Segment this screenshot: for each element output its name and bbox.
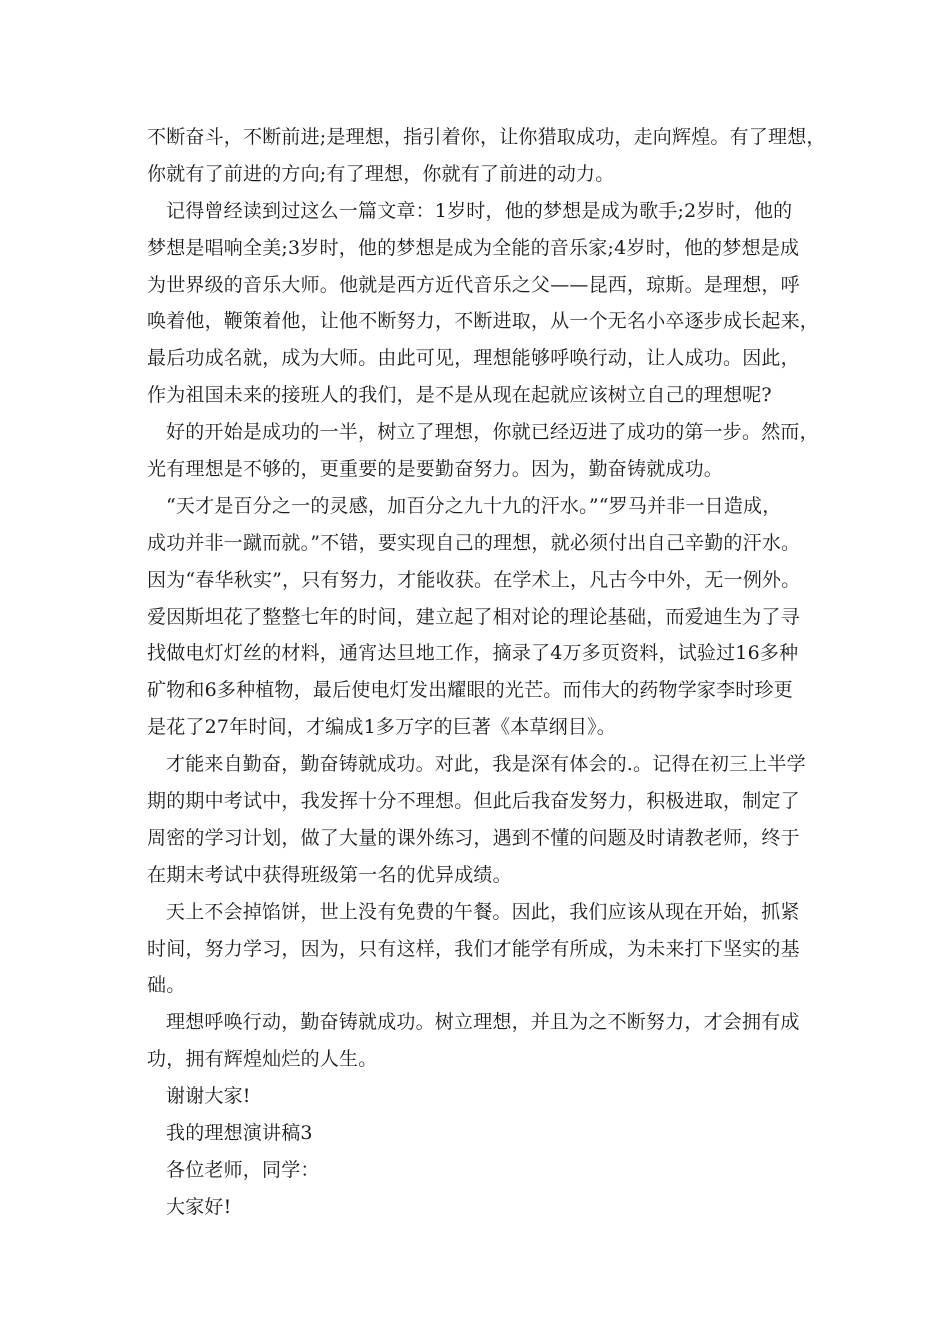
text-line: 记得曾经读到过这么一篇文章：1岁时，他的梦想是成为歌手;2岁时，他的 [166, 199, 793, 222]
text-line: 才能来自勤奋，勤奋铸就成功。对此，我是深有体会的.。记得在初三上半学 [166, 753, 806, 776]
text-line: 找做电灯灯丝的材料，通宵达旦地工作，摘录了4万多页资料，试验过16多种 [147, 642, 799, 665]
text-line: 在期末考试中获得班级第一名的优异成绩。 [147, 863, 512, 886]
text-line: 为世界级的音乐大师。他就是西方近代音乐之父——昆西，琼斯。是理想，呼 [147, 273, 800, 296]
text-line: 光有理想是不够的，更重要的是要勤奋努力。因为，勤奋铸就成功。 [147, 458, 724, 481]
text-line: 期的期中考试中，我发挥十分不理想。但此后我奋发努力，积极进取，制定了 [147, 790, 800, 813]
text-line: 理想呼唤行动，勤奋铸就成功。树立理想，并且为之不断努力，才会拥有成 [166, 1011, 800, 1034]
text-line: 梦想是唱响全美;3岁时，他的梦想是成为全能的音乐家;4岁时，他的梦想是成 [147, 236, 800, 259]
text-line: 最后功成名就，成为大师。由此可见，理想能够呼唤行动，让人成功。因此， [147, 347, 800, 370]
text-line: 天上不会掉馅饼，世上没有免费的午餐。因此，我们应该从现在开始，抓紧 [166, 900, 800, 923]
text-line: 成功并非一蹴而就。”不错，要实现自己的理想，就必须付出自己辛勤的汗水。 [147, 531, 801, 554]
text-line: “天才是百分之一的灵感，加百分之九十九的汗水。”“罗马并非一日造成， [166, 494, 782, 517]
text-line: 是花了27年时间，才编成1多万字的巨著《本草纲目》。 [147, 716, 616, 739]
text-line: 爱因斯坦花了整整七年的时间，建立起了相对论的理论基础，而爱迪生为了寻 [147, 605, 800, 628]
text-line: 因为“春华秋实”，只有努力，才能收获。在学术上，凡古今中外，无一例外。 [147, 568, 801, 591]
text-line: 各位老师，同学： [166, 1158, 320, 1181]
text-line: 你就有了前进的方向;有了理想，你就有了前进的动力。 [147, 162, 615, 185]
document-body [147, 119, 826, 1226]
text-line: 矿物和6多种植物，最后使电灯发出耀眼的光芒。而伟大的药物学家李时珍更 [147, 679, 793, 702]
text-line: 好的开始是成功的一半，树立了理想，你就已经迈进了成功的第一步。然而， [166, 421, 819, 444]
text-line: 我的理想演讲稿3 [166, 1122, 313, 1145]
text-line: 谢谢大家! [166, 1085, 251, 1108]
text-line: 功，拥有辉煌灿烂的人生。 [147, 1048, 378, 1071]
text-line: 唤着他，鞭策着他，让他不断努力，不断进取，从一个无名小卒逐步成长起来， [147, 310, 820, 333]
text-line: 大家好! [166, 1195, 232, 1218]
text-line: 础。 [147, 974, 186, 997]
text-line: 时间，努力学习，因为，只有这样，我们才能学有所成，为未来打下坚实的基 [147, 937, 800, 960]
text-line: 作为祖国未来的接班人的我们，是不是从现在起就应该树立自己的理想呢? [147, 384, 772, 407]
text-line: 不断奋斗，不断前进;是理想，指引着你，让你猎取成功，走向辉煌。有了理想， [147, 126, 826, 148]
text-line: 周密的学习计划，做了大量的课外练习，遇到不懂的问题及时请教老师，终于 [147, 826, 800, 849]
